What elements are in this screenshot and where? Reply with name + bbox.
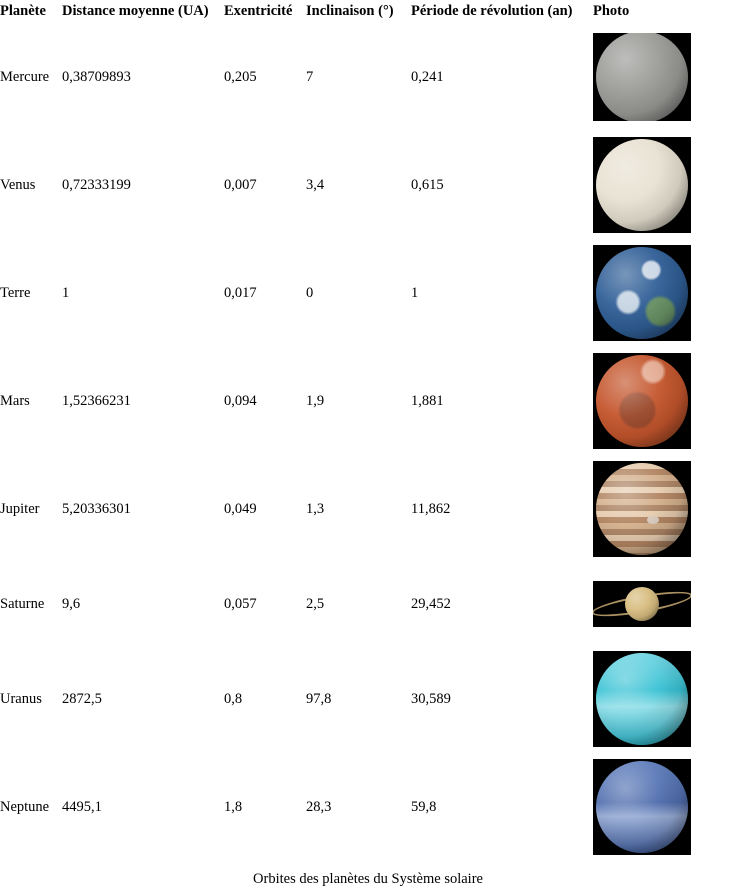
planet-shading bbox=[596, 463, 688, 555]
cell-distance: 4495,1 bbox=[62, 798, 102, 815]
cell-photo bbox=[593, 347, 736, 455]
cell-distance: 1,52366231 bbox=[62, 392, 131, 409]
cell-distance: 2872,5 bbox=[62, 690, 102, 707]
header-inclinaison: Inclinaison (°) bbox=[306, 3, 394, 19]
cell-inclination: 1,3 bbox=[306, 500, 325, 517]
cell-planet-name: Neptune bbox=[0, 798, 50, 815]
cell-distance: 5,20336301 bbox=[62, 500, 131, 517]
table-caption: Orbites des planètes du Système solaire bbox=[253, 871, 483, 887]
venus-photo bbox=[593, 137, 691, 233]
cell-eccentricity: 0,094 bbox=[224, 392, 257, 409]
cell-eccentricity: 0,049 bbox=[224, 500, 257, 517]
cell-eccentricity: 0,057 bbox=[224, 595, 257, 612]
mercure-photo bbox=[593, 33, 691, 121]
cell-planet-name: Venus bbox=[0, 176, 36, 193]
cell-eccentricity: 0,8 bbox=[224, 690, 243, 707]
cell-period: 0,241 bbox=[411, 68, 444, 85]
planet-disc bbox=[596, 761, 688, 853]
header-distance: Distance moyenne (UA) bbox=[62, 3, 209, 19]
cell-planet-name: Mercure bbox=[0, 68, 50, 85]
table-row bbox=[0, 753, 736, 861]
cell-period: 11,862 bbox=[411, 500, 451, 517]
table-row bbox=[0, 23, 736, 131]
cell-planet-name: Uranus bbox=[0, 690, 42, 707]
cell-period: 30,589 bbox=[411, 690, 451, 707]
cell-planet-name: Saturne bbox=[0, 595, 45, 612]
cell-period: 1 bbox=[411, 284, 419, 301]
planet-shading bbox=[596, 761, 688, 853]
cell-distance: 9,6 bbox=[62, 595, 81, 612]
terre-photo bbox=[593, 245, 691, 341]
table-header-row bbox=[0, 0, 736, 23]
uranus-photo bbox=[593, 651, 691, 747]
planet-shading bbox=[625, 587, 659, 621]
cell-inclination: 97,8 bbox=[306, 690, 332, 707]
saturne-photo bbox=[593, 581, 691, 627]
planet-disc bbox=[596, 139, 688, 231]
table-body bbox=[0, 23, 736, 861]
table-row bbox=[0, 645, 736, 753]
table-row bbox=[0, 347, 736, 455]
cell-eccentricity: 0,017 bbox=[224, 284, 257, 301]
planet-disc bbox=[596, 33, 688, 121]
cell-inclination: 1,9 bbox=[306, 392, 325, 409]
planet-shading bbox=[596, 33, 688, 121]
table-row bbox=[0, 563, 736, 645]
cell-inclination: 2,5 bbox=[306, 595, 325, 612]
cell-photo bbox=[593, 239, 736, 347]
planet-disc bbox=[596, 653, 688, 745]
cell-eccentricity: 1,8 bbox=[224, 798, 243, 815]
mars-photo bbox=[593, 353, 691, 449]
cell-eccentricity: 0,007 bbox=[224, 176, 257, 193]
cell-photo bbox=[593, 645, 736, 753]
planet-disc bbox=[625, 587, 659, 621]
cell-photo bbox=[593, 23, 736, 131]
header-exentricite: Exentricité bbox=[224, 3, 293, 19]
table-row bbox=[0, 455, 736, 563]
planet-shading bbox=[596, 355, 688, 447]
planet-disc bbox=[596, 355, 688, 447]
planet-disc bbox=[596, 463, 688, 555]
planet-shading bbox=[596, 247, 688, 339]
cell-inclination: 0 bbox=[306, 284, 314, 301]
cell-period: 1,881 bbox=[411, 392, 444, 409]
cell-inclination: 7 bbox=[306, 68, 314, 85]
planet-shading bbox=[596, 139, 688, 231]
cell-photo bbox=[593, 131, 736, 239]
header-planete: Planète bbox=[0, 3, 46, 19]
cell-distance: 1 bbox=[62, 284, 70, 301]
header-periode: Période de révolution (an) bbox=[411, 3, 573, 19]
neptune-photo bbox=[593, 759, 691, 855]
cell-inclination: 28,3 bbox=[306, 798, 332, 815]
cell-photo bbox=[593, 563, 736, 645]
planet-shading bbox=[596, 653, 688, 745]
cell-inclination: 3,4 bbox=[306, 176, 325, 193]
table-row bbox=[0, 239, 736, 347]
table-header bbox=[0, 0, 736, 23]
header-photo: Photo bbox=[593, 3, 630, 19]
cell-period: 0,615 bbox=[411, 176, 444, 193]
cell-planet-name: Terre bbox=[0, 284, 31, 301]
cell-planet-name: Mars bbox=[0, 392, 30, 409]
table-row bbox=[0, 131, 736, 239]
cell-planet-name: Jupiter bbox=[0, 500, 40, 517]
planet-disc bbox=[596, 247, 688, 339]
cell-distance: 0,38709893 bbox=[62, 68, 131, 85]
jupiter-photo bbox=[593, 461, 691, 557]
cell-eccentricity: 0,205 bbox=[224, 68, 257, 85]
cell-photo bbox=[593, 753, 736, 861]
cell-distance: 0,72333199 bbox=[62, 176, 131, 193]
cell-photo bbox=[593, 455, 736, 563]
cell-period: 29,452 bbox=[411, 595, 451, 612]
cell-period: 59,8 bbox=[411, 798, 437, 815]
